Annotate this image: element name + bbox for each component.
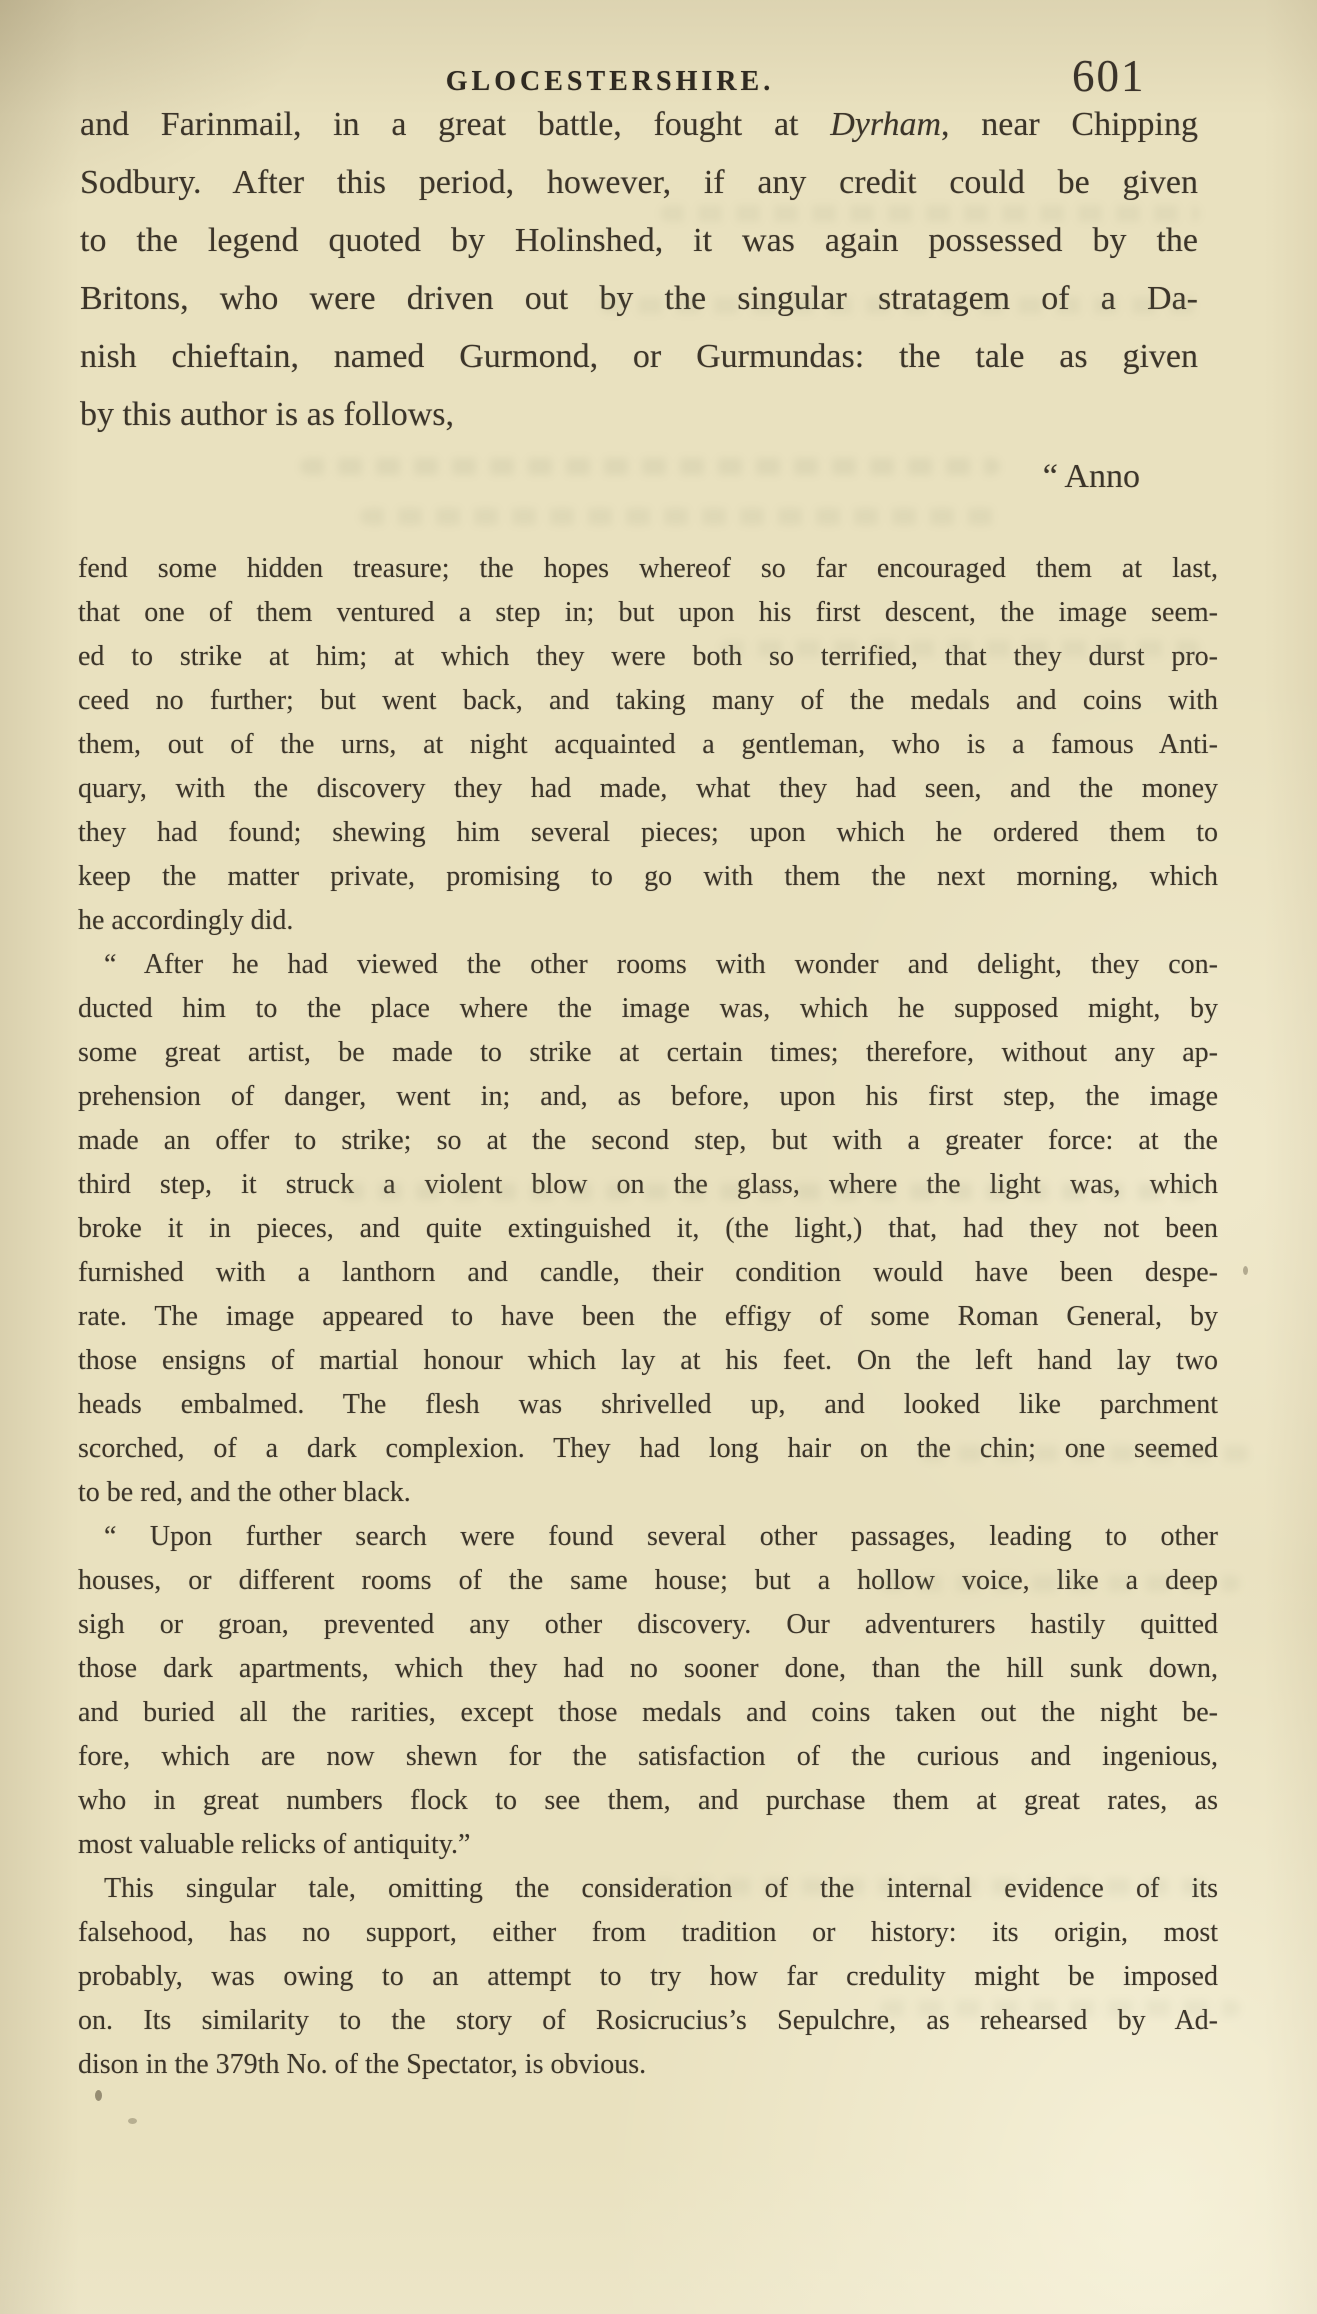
text-line: fend some hidden treasure; the hopes whereof so far encouraged them at last, (78, 553, 1218, 584)
text-line: to be red, and the other black. (78, 1477, 411, 1508)
italic-place-name: Dyrham (830, 106, 942, 143)
text-line: “ After he had viewed the other rooms with wonder and delight, they con- (104, 949, 1218, 980)
text-line: he accordingly did. (78, 905, 294, 936)
quoted-tale-block (78, 547, 1218, 2087)
text-line: Sodbury. After this period, however, if any credit could be given (80, 164, 1198, 201)
text-line: to the legend quoted by Holinshed, it was again possessed by the (80, 222, 1198, 259)
text-line: dison in the 379th No. of the Spectator, is obvious. (78, 2049, 647, 2080)
page-number: 601 (1072, 51, 1146, 101)
text-line: keep the matter private, promising to go with them the next morning, which (78, 861, 1218, 892)
text-line: heads embalmed. The flesh was shrivelled up, and looked like parchment (78, 1389, 1218, 1420)
running-head: GLOCESTERSHIRE. (445, 66, 775, 97)
text-line: falsehood, has no support, either from tradition or history: its origin, most (78, 1917, 1218, 1948)
text-line: and buried all the rarities, except those medals and coins taken out the night be- (78, 1697, 1218, 1728)
text-segment: and Farinmail, in a great battle, fought at (80, 106, 831, 143)
text-line: on. Its similarity to the story of Rosicrucius’s Sepulchre, as rehearsed by Ad- (78, 2005, 1218, 2036)
text-line: those dark apartments, which they had no sooner done, than the hill sunk down, (78, 1653, 1218, 1684)
text-line: scorched, of a dark complexion. They had long hair on the chin; one seemed (78, 1433, 1218, 1464)
text-line: they had found; shewing him several pieces; upon which he ordered them to (78, 817, 1218, 848)
text-line: rate. The image appeared to have been the effigy of some Roman General, by (78, 1301, 1218, 1332)
text-line: broke it in pieces, and quite extinguished it, (the light,) that, had they not been (78, 1213, 1218, 1244)
ink-speck (1243, 1266, 1248, 1275)
text-line: those ensigns of martial honour which lay at his feet. On the left hand lay two (78, 1345, 1218, 1376)
text-segment: , near Chipping (941, 106, 1199, 143)
text-line: by this author is as follows, (80, 396, 454, 433)
text-line: ceed no further; but went back, and taking many of the medals and coins with (78, 685, 1218, 716)
text-line: most valuable relicks of antiquity.” (78, 1829, 471, 1860)
text-line: fore, which are now shewn for the satisfaction of the curious and ingenious, (78, 1741, 1218, 1772)
text-line: who in great numbers flock to see them, and purchase them at great rates, as (78, 1785, 1218, 1816)
text-line: them, out of the urns, at night acquainted a gentleman, who is a famous Anti- (78, 729, 1218, 760)
text-line: furnished with a lanthorn and candle, their condition would have been despe- (78, 1257, 1218, 1288)
ink-speck (95, 2090, 102, 2101)
text-line: made an offer to strike; so at the second step, but with a greater force: at the (78, 1125, 1218, 1156)
text-line: ed to strike at him; at which they were both so terrified, that they durst pro- (78, 641, 1218, 672)
text-line: Britons, who were driven out by the singular stratagem of a Da- (80, 280, 1198, 317)
text-line: houses, or different rooms of the same house; but a hollow voice, like a deep (78, 1565, 1218, 1596)
main-paragraph (80, 96, 1198, 444)
text-line: that one of them ventured a step in; but upon his first descent, the image seem- (78, 597, 1218, 628)
text-line (80, 96, 1198, 154)
text-line: nish chieftain, named Gurmond, or Gurmundas: the tale as given (80, 338, 1198, 375)
text-line: This singular tale, omitting the consideration of the internal evidence of its (104, 1873, 1218, 1904)
text-line: probably, was owing to an attempt to try how far credulity might be imposed (78, 1961, 1218, 1992)
text-line: quary, with the discovery they had made, what they had seen, and the money (78, 773, 1218, 804)
text-line: “ Upon further search were found several other passages, leading to other (104, 1521, 1218, 1552)
ink-speck (128, 2118, 137, 2124)
catchword: “ Anno (1042, 458, 1140, 495)
text-line: prehension of danger, went in; and, as before, upon his first step, the image (78, 1081, 1218, 1112)
text-line: some great artist, be made to strike at certain times; therefore, without any ap- (78, 1037, 1218, 1068)
text-line: sigh or groan, prevented any other discovery. Our adventurers hastily quitted (78, 1609, 1218, 1640)
showthrough-smudge (360, 508, 1000, 525)
text-line: third step, it struck a violent blow on the glass, where the light was, which (78, 1169, 1218, 1200)
text-line: ducted him to the place where the image was, which he supposed might, by (78, 993, 1218, 1024)
